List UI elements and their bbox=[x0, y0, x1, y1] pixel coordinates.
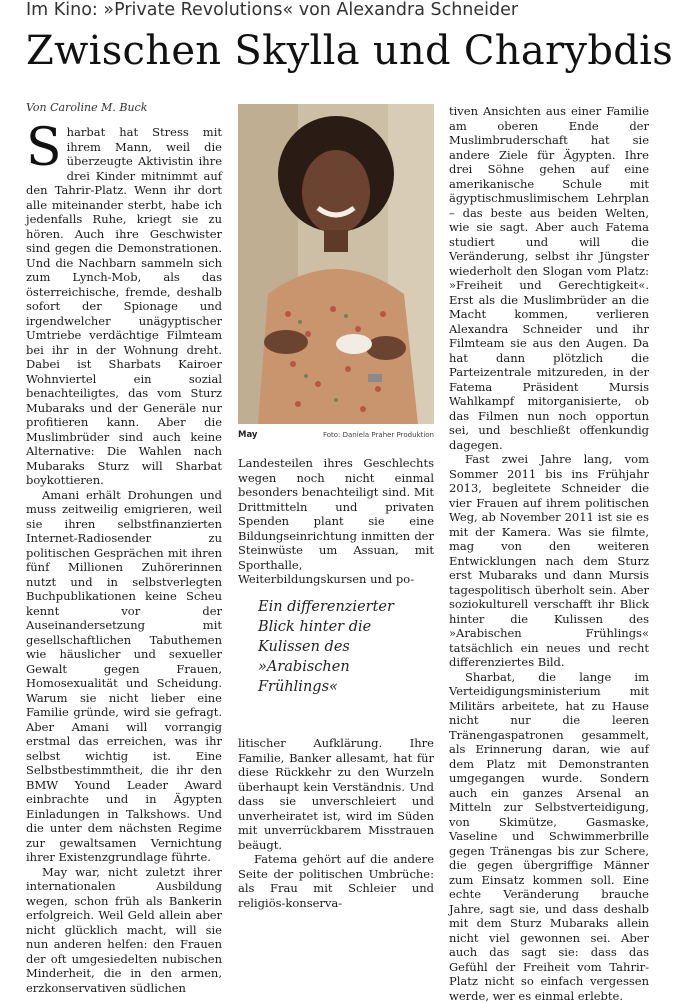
article-headline: Zwischen Skylla und Charybdis bbox=[26, 26, 646, 76]
article-column-1 bbox=[26, 125, 222, 895]
photo-caption: May bbox=[238, 430, 257, 440]
article-byline: Von Caroline M. Buck bbox=[26, 101, 147, 114]
photo-credit: Foto: Daniela Praher Produktion bbox=[318, 431, 434, 439]
article-paragraph: litischer Aufklärung. Ihre Familie, Banker allesamt, hat für diese Rückkehr zu den Wurzeln überhaupt kein Verständnis. Und dass sie unverschleiert und unverheiratet ist, wird im Süden mit unverrückbarem Misstrauen beäugt. bbox=[238, 736, 434, 852]
photo-illustration bbox=[238, 104, 434, 424]
article-paragraph: Fatema gehört auf die andere Seite der politischen Umbrüche: als Frau mit Schleier und religiös-konserva- bbox=[238, 852, 434, 910]
article-column-2 bbox=[238, 456, 434, 556]
article-paragraph bbox=[26, 125, 222, 488]
article-column-3 bbox=[449, 104, 649, 896]
article-column-2-lower bbox=[238, 736, 434, 896]
article-paragraph: Fast zwei Jahre lang, vom Sommer 2011 bis ins Frühjahr 2013, begleitete Schneider die vier Frauen auf ihrem politischen Weg, ab November 2011 ist sie es mit der Kamera. Was sie filmte, mag von den weiteren Entwicklungen nach dem Sturz erst Mubaraks und dann Mursis tagespolitisch überholt sein. Aber soziokulturell verschafft ihr Blick hinter die Kulissen des »Arabischen Frühlings« tatsächlich ein neues und recht differenziertes Bild. bbox=[449, 452, 649, 670]
article-paragraph: Amani erhält Drohungen und muss zeitweilig emigrieren, weil sie ihren selbstfinanzierten Internet-Radiosender zu politischen Gesprächen mit ihren fünf Millionen Zuhörerinnen nutzt und in selbstverlegten Buchpublikationen keine Scheu kennt vor der Auseinandersetzung mit gesellschaftlichen Tabuthemen wie häuslicher und sexueller Gewalt gegen Frauen, Homosexualität und Scheidung. Warum sie nicht lieber eine Familie gründe, wird sie gefragt. Aber Amani will vorrangig erstmal das erreichen, was ihr selbst wichtig ist. Eine Selbstbestimmtheit, die ihr den BMW Yound Leader Award einbrachte und in Ägypten Einladungen in Talkshows. Und die unter dem nächsten Regime zur gewaltsamen Vernichtung ihrer Existenzgrundlage führte. bbox=[26, 488, 222, 865]
paragraph-text: harbat hat Stress mit ihrem Mann, weil die überzeugte Aktivistin ihre drei Kinder mitnimmt auf den Tahrir-Platz. Wenn ihr dort alle miteinander sterbt, habe ich jedenfalls Ruhe, kriegt sie zu hören. Auch ihre Geschwister sind gegen die Demonstrationen. Und die Nachbarn sammeln sich zum Lynch-Mob, als das österreichische, fremde, deshalb sofort der Spionage und irgendwelcher unägyptischer Umtriebe verdächtige Filmteam bei ihr in der Wohnung dreht. Dabei ist Sharbats Kairoer Wohnviertel ein sozial benachteiligtes, das vom Sturz Mubaraks und der Generäle nur profitieren kann. Aber die Muslimbrüder sind auch keine Alternative: Die Wahlen nach Mubaraks Sturz will Sharbat boykottieren. bbox=[26, 125, 222, 487]
portrait-photo bbox=[238, 104, 434, 424]
article-paragraph: Landesteilen ihres Geschlechts wegen noch nicht einmal besonders benachteiligt sind. Mit Drittmitteln und privaten Spenden plant sie eine Bildungseinrichtung inmitten der Steinwüste um Assuan, mit Sporthalle, Weiterbildungskursen und po- bbox=[238, 456, 434, 587]
article-paragraph: Sharbat, die lange im Verteidigungsministerium mit Militärs arbeitete, hat zu Hause nicht nur die leeren Tränengaspatronen gesammelt, als Erinnerung daran, wie auf dem Platz mit Demonstranten umgegangen wurde. Sondern auch ein ganzes Arsenal an Mitteln zur Selbstverteidigung, von Skimütze, Gasmaske, Vaseline und Schwimmerbrille gegen Tränengas bis zur Schere, die gegen übergriffige Männer zum Einsatz kommen soll. Eine echte Veränderung brauche Jahre, sagt sie, und dass deshalb mit dem Sturz Mubaraks allein nicht viel gewonnen sei. Aber auch das sagt sie: dass das Gefühl der Freiheit vom Tahrir-Platz nicht so einfach vergessen werde, wer es einmal erlebte. bbox=[449, 670, 649, 1003]
article-kicker: Im Kino: »Private Revolutions« von Alexandra Schneider bbox=[26, 0, 646, 20]
pull-quote: Ein differenzierter Blick hinter die Kulissen des »Arabischen Frühlings« bbox=[258, 597, 418, 697]
article-paragraph: May war, nicht zuletzt ihrer internationalen Ausbildung wegen, schon früh als Bankerin erfolgreich. Weil Geld allein aber nicht glücklich macht, will sie nun anderen helfen: den Frauen der oft umgesiedelten nubischen Minderheit, die in den armen, erzkonservativen südlichen bbox=[26, 865, 222, 996]
article-paragraph: tiven Ansichten aus einer Familie am oberen Ende der Muslimbruderschaft hat sie andere Ziele für Ägypten. Ihre drei Söhne gehen auf eine amerikanische Schule mit ägyptischmuslimischem Lehrplan – das beste aus beiden Welten, wie sie sagt. Aber auch Fatema studiert und will die Veränderung, selbst ihr Jüngster wiederholt den Slogan vom Platz: »Freiheit und Gerechtigkeit«. Erst als die Muslimbrüder an die Macht kommen, verlieren Alexandra Schneider und ihr Filmteam sie aus den Augen. Da hat dann plötzlich die Parteizentrale mitzureden, in der Fatema Präsident Mursis Wahlkampf mitorganisierte, ob das Filmen nun noch opportun sei, und beschließt offenkundig dagegen. bbox=[449, 104, 649, 452]
drop-cap: S bbox=[26, 127, 62, 169]
